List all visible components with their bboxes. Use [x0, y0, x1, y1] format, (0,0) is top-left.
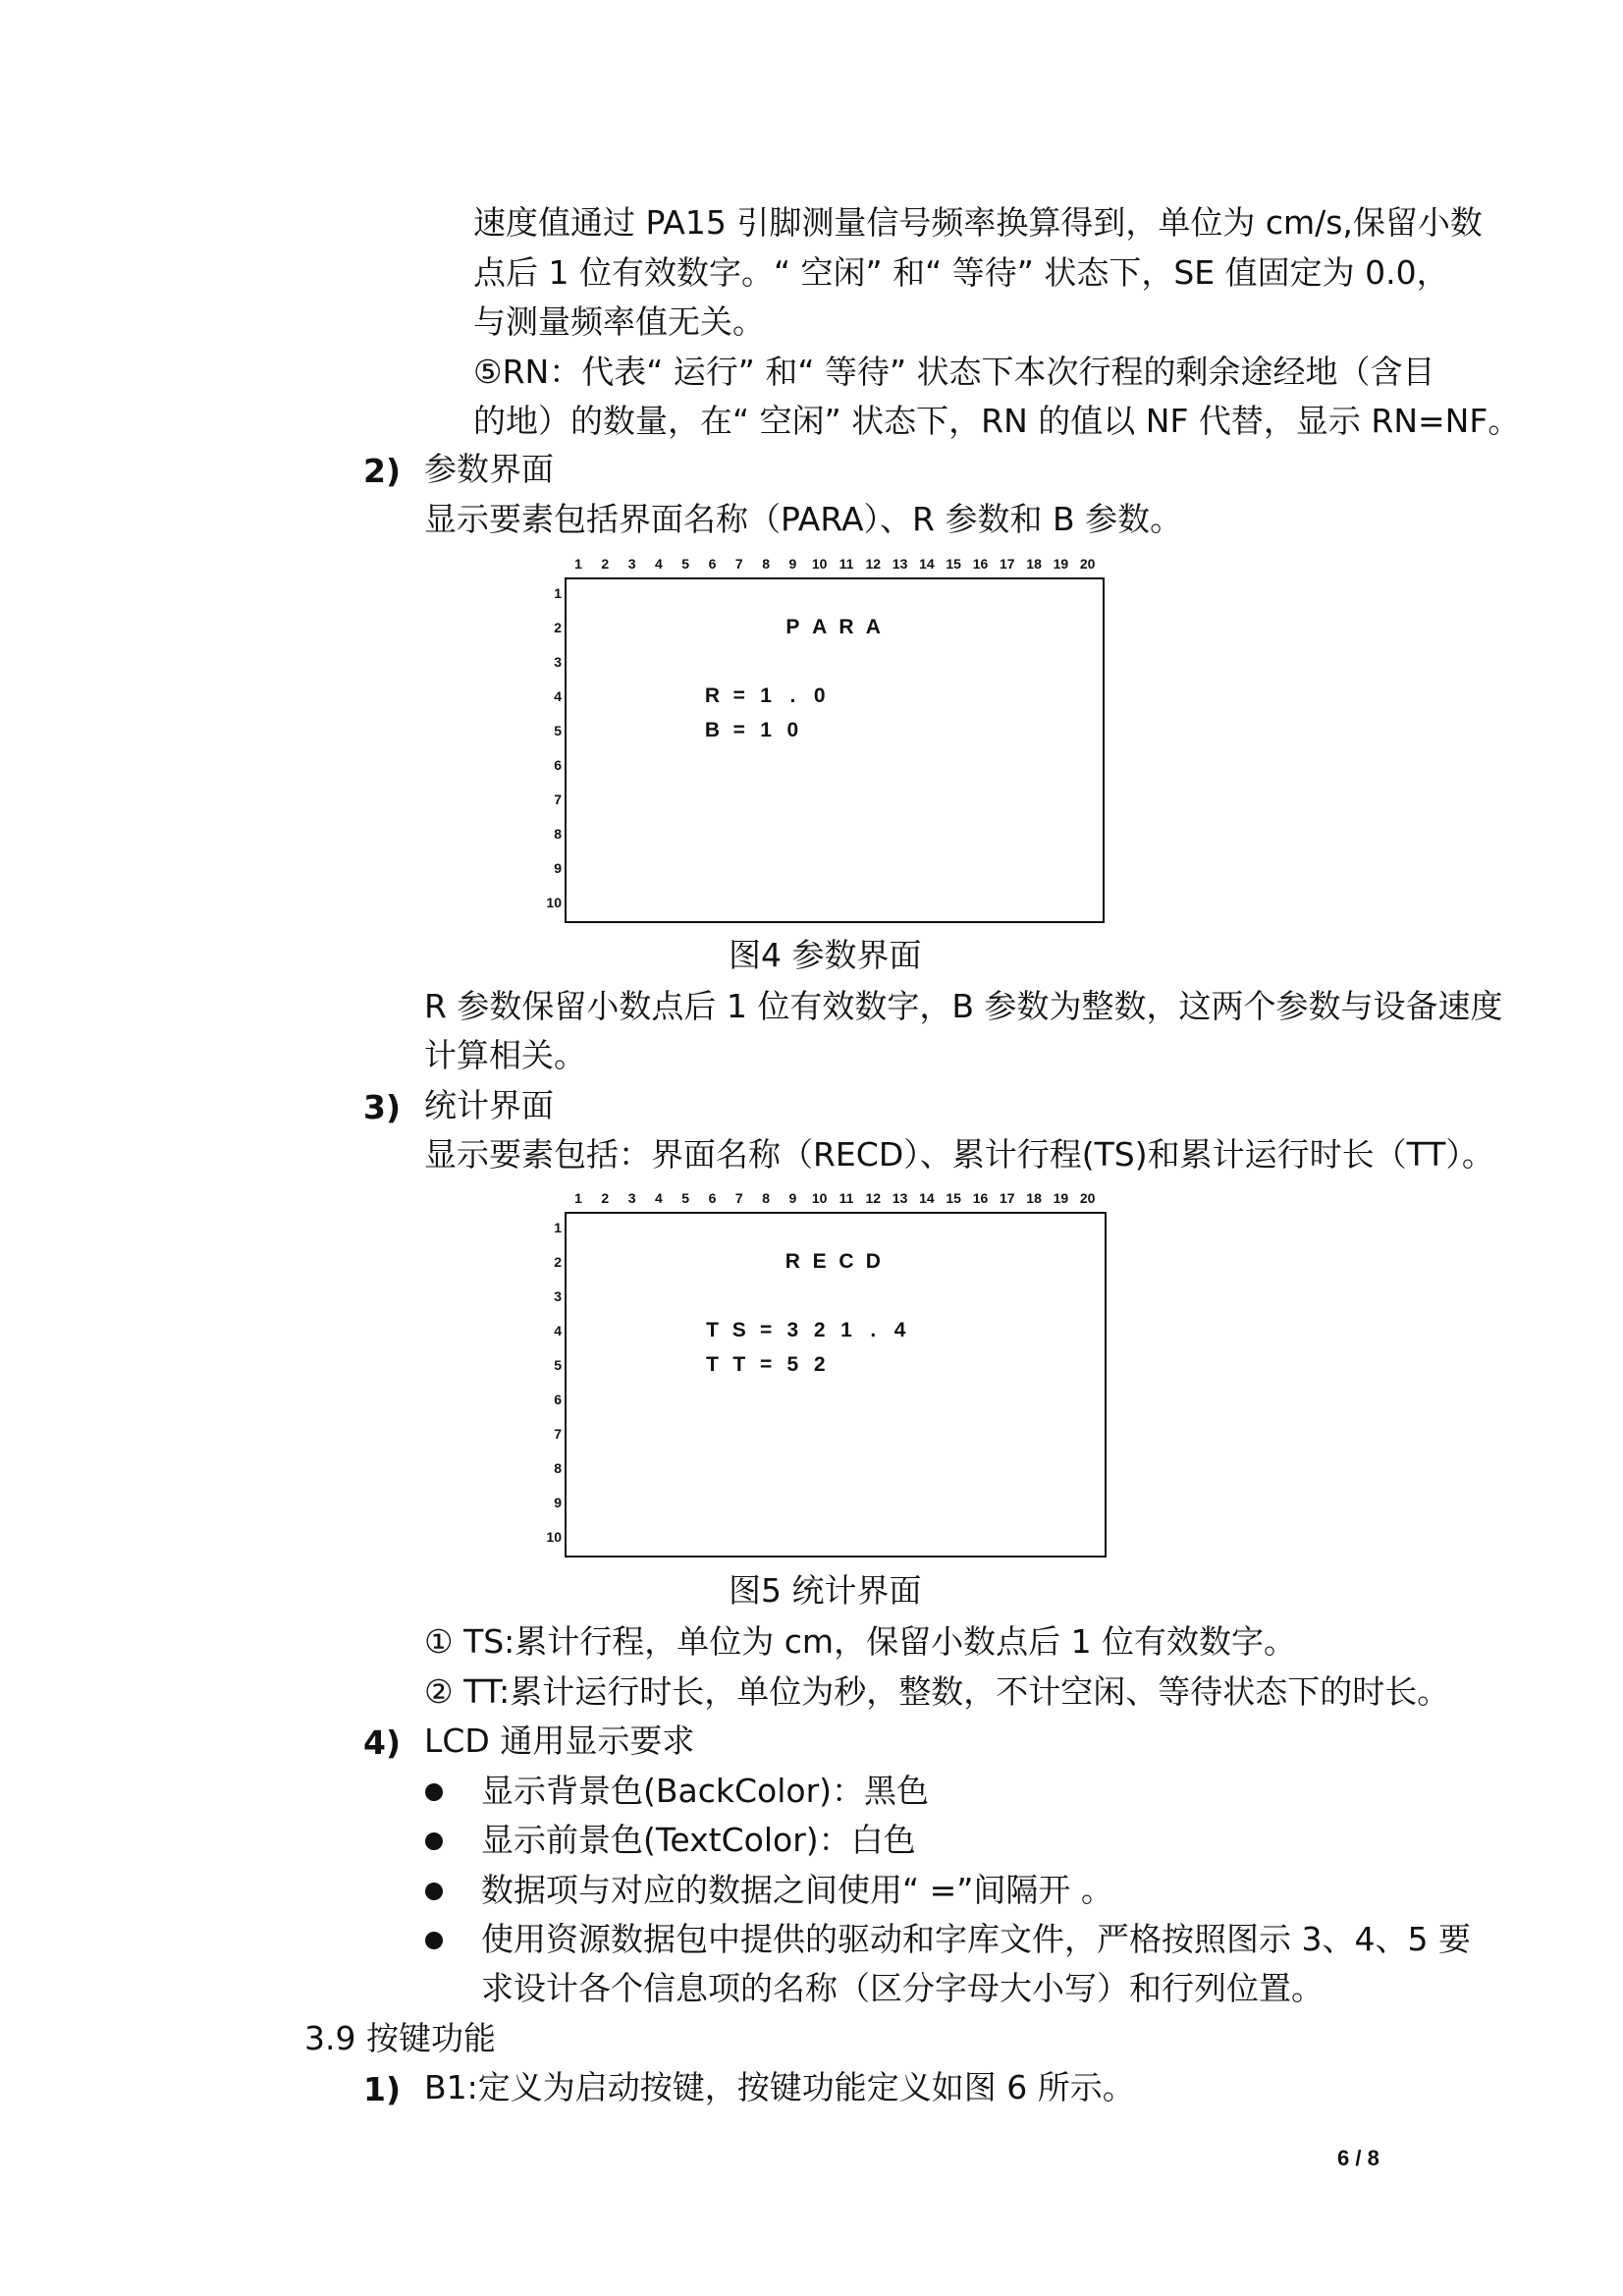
lcd-para-figure — [540, 556, 1105, 924]
lcd-recd-col-number: 18 — [1026, 1190, 1042, 1206]
lcd-recd-char-cell: 5 — [786, 1353, 799, 1376]
lcd-req-layout-1: 使用资源数据包中提供的驱动和字库文件，严格按照图示 3、4、5 要 — [481, 1920, 1471, 1958]
lcd-para-col-number: 8 — [762, 556, 770, 572]
lcd-recd-col-number: 15 — [946, 1190, 961, 1206]
section-keys-item-num: 1) — [363, 2070, 402, 2108]
lcd-para-col-number: 6 — [708, 556, 717, 572]
lcd-recd-char-cell: 3 — [786, 1319, 799, 1341]
lcd-recd-col-number: 13 — [892, 1190, 908, 1206]
lcd-recd-row-number: 7 — [554, 1426, 562, 1442]
lcd-recd-col-number: 6 — [708, 1190, 717, 1206]
lcd-para-char-cell: = — [732, 719, 745, 741]
params-after-line-1: R 参数保留小数点后 1 位有效数字，B 参数为整数，这两个参数与设备速度 — [424, 987, 1503, 1025]
lcd-recd-row-number: 5 — [554, 1357, 562, 1373]
lcd-recd-col-number: 20 — [1079, 1190, 1096, 1206]
lcd-para-row-number: 4 — [554, 688, 562, 704]
lcd-para-row-number: 6 — [554, 757, 562, 773]
lcd-para-char-cell: R — [839, 616, 854, 638]
lcd-recd-col-number: 19 — [1053, 1190, 1069, 1206]
lcd-para-col-number: 19 — [1053, 556, 1069, 572]
lcd-recd-row-number: 9 — [554, 1495, 562, 1510]
lcd-recd-char-cell: S — [731, 1319, 746, 1341]
lcd-para-row-number: 3 — [554, 654, 562, 670]
intro-line-4: ⑤RN：代表“ 运行” 和“ 等待” 状态下本次行程的剩余途经地（含目 — [473, 353, 1435, 391]
lcd-para-col-number: 3 — [627, 556, 636, 572]
section-stats-title: 统计界面 — [424, 1086, 554, 1124]
figure-4-caption: 图4 参数界面 — [729, 936, 922, 974]
lcd-recd-col-number: 14 — [919, 1190, 935, 1206]
page-number: 6 / 8 — [1337, 2146, 1380, 2170]
lcd-recd-col-number: 16 — [972, 1190, 989, 1206]
lcd-recd-char-cell: R — [784, 1250, 800, 1273]
lcd-recd-row-number: 6 — [554, 1392, 562, 1407]
lcd-para-col-number: 5 — [681, 556, 690, 572]
lcd-req-foreground: 显示前景色(TextColor)：白色 — [481, 1821, 916, 1859]
lcd-para-col-number: 18 — [1026, 556, 1042, 572]
lcd-recd-char-cell: E — [812, 1250, 827, 1273]
lcd-para-col-number: 1 — [574, 556, 582, 572]
lcd-para-col-number: 13 — [892, 556, 908, 572]
lcd-recd-char-cell: D — [865, 1250, 881, 1273]
lcd-recd-row-number: 8 — [554, 1460, 562, 1476]
lcd-para-char-cell: 0 — [813, 684, 826, 707]
lcd-para-col-number: 16 — [972, 556, 989, 572]
lcd-para-char-cell: . — [789, 684, 796, 707]
section-lcd-title: LCD 通用显示要求 — [424, 1722, 695, 1760]
lcd-recd-char-cell: T — [732, 1353, 746, 1376]
lcd-recd-col-number: 8 — [762, 1190, 770, 1206]
lcd-recd-col-number: 1 — [574, 1190, 582, 1206]
lcd-para-char-cell: R — [704, 684, 721, 707]
lcd-recd-char-cell: = — [759, 1319, 773, 1341]
lcd-req-separator: 数据项与对应的数据之间使用“ =”间隔开 。 — [481, 1871, 1113, 1909]
lcd-recd-char-cell: 2 — [813, 1319, 826, 1341]
lcd-recd-col-number: 12 — [865, 1190, 882, 1206]
lcd-recd-char-cell: C — [839, 1250, 854, 1273]
lcd-para-row-number: 5 — [554, 723, 562, 738]
intro-line-3: 与测量频率值无关。 — [473, 302, 765, 341]
section-keys-item-text: B1:定义为启动按键，按键功能定义如图 6 所示。 — [424, 2068, 1135, 2106]
lcd-para-col-number: 7 — [734, 556, 743, 572]
lcd-para-col-number: 15 — [946, 556, 961, 572]
lcd-para-char-cell: 0 — [786, 719, 799, 741]
lcd-recd-figure — [540, 1190, 1107, 1558]
lcd-para-col-number: 9 — [788, 556, 797, 572]
bullet-dot — [425, 1883, 443, 1900]
lcd-para-char-cell: = — [732, 684, 745, 707]
lcd-recd-row-number: 1 — [554, 1220, 562, 1235]
lcd-recd-char-cell: 4 — [893, 1319, 906, 1341]
section-keys-title: 3.9 按键功能 — [304, 2019, 496, 2057]
lcd-recd-row-number: 3 — [554, 1288, 562, 1304]
stats-note-tt: ② TT:累计运行时长，单位为秒，整数，不计空闲、等待状态下的时长。 — [424, 1672, 1450, 1711]
lcd-para-row-number: 1 — [554, 585, 562, 601]
section-params-title: 参数界面 — [424, 450, 554, 488]
intro-line-2: 点后 1 位有效数字。“ 空闲” 和“ 等待” 状态下，SE 值固定为 0.0， — [473, 253, 1449, 292]
lcd-para-col-number: 2 — [601, 556, 610, 572]
lcd-recd-col-number: 11 — [839, 1190, 854, 1206]
lcd-para-char-cell: A — [865, 616, 881, 638]
lcd-recd-char-cell: T — [706, 1319, 719, 1341]
lcd-recd-col-number: 5 — [681, 1190, 690, 1206]
lcd-para-col-number: 10 — [811, 556, 828, 572]
section-lcd-num: 4) — [363, 1723, 402, 1762]
bullet-dot — [425, 1783, 443, 1801]
bullet-dot — [425, 1932, 443, 1949]
lcd-recd-col-number: 7 — [734, 1190, 743, 1206]
intro-line-5: 的地）的数量，在“ 空闲” 状态下，RN 的值以 NF 代替，显示 RN=NF。 — [473, 402, 1521, 440]
lcd-para-row-number: 7 — [554, 792, 562, 807]
bullet-dot — [425, 1832, 443, 1850]
lcd-para-char-cell: 1 — [760, 719, 772, 741]
section-stats-desc: 显示要素包括：界面名称（RECD）、累计行程(TS)和累计运行时长（TT）。 — [424, 1135, 1494, 1174]
figure-5-caption: 图5 统计界面 — [729, 1571, 922, 1610]
lcd-para-col-number: 14 — [919, 556, 935, 572]
lcd-recd-col-number: 3 — [627, 1190, 636, 1206]
lcd-recd-col-number: 4 — [654, 1190, 663, 1206]
lcd-para-col-number: 11 — [839, 556, 854, 572]
section-params-desc: 显示要素包括界面名称（PARA）、R 参数和 B 参数。 — [424, 500, 1183, 538]
params-after-line-2: 计算相关。 — [424, 1036, 586, 1074]
section-params-num: 2) — [363, 452, 402, 490]
stats-note-ts: ① TS:累计行程，单位为 cm，保留小数点后 1 位有效数字。 — [424, 1622, 1297, 1661]
lcd-para-row-number: 2 — [554, 620, 562, 635]
lcd-recd-char-cell: 1 — [840, 1319, 852, 1341]
lcd-recd-char-cell: = — [759, 1353, 773, 1376]
lcd-para-char-cell: 1 — [760, 684, 772, 707]
lcd-recd-col-number: 17 — [1000, 1190, 1015, 1206]
lcd-para-col-number: 17 — [1000, 556, 1015, 572]
lcd-recd-char-cell: 2 — [813, 1353, 826, 1376]
lcd-para-char-cell: B — [704, 719, 721, 741]
lcd-para-col-number: 4 — [654, 556, 663, 572]
lcd-recd-row-number: 2 — [554, 1254, 562, 1270]
lcd-recd-col-number: 9 — [788, 1190, 797, 1206]
lcd-req-layout-2: 求设计各个信息项的名称（区分字母大小写）和行列位置。 — [481, 1969, 1324, 2007]
lcd-para-col-number: 12 — [865, 556, 882, 572]
lcd-para-row-number: 10 — [546, 895, 562, 910]
lcd-recd-col-number: 2 — [601, 1190, 610, 1206]
lcd-recd-char-cell: . — [870, 1319, 877, 1341]
lcd-recd-row-number: 4 — [554, 1323, 562, 1339]
lcd-para-row-number: 9 — [554, 860, 562, 876]
section-stats-num: 3) — [363, 1088, 402, 1126]
lcd-para-col-number: 20 — [1079, 556, 1096, 572]
lcd-para-char-cell: A — [812, 616, 828, 638]
lcd-recd-col-number: 10 — [811, 1190, 828, 1206]
lcd-para-char-cell: P — [785, 616, 800, 638]
lcd-req-background: 显示背景色(BackColor)：黑色 — [481, 1772, 930, 1810]
lcd-recd-char-cell: T — [706, 1353, 719, 1376]
lcd-recd-row-number: 10 — [546, 1529, 562, 1545]
intro-line-1: 速度值通过 PA15 引脚测量信号频率换算得到，单位为 cm/s,保留小数 — [473, 203, 1483, 242]
lcd-para-row-number: 8 — [554, 826, 562, 842]
